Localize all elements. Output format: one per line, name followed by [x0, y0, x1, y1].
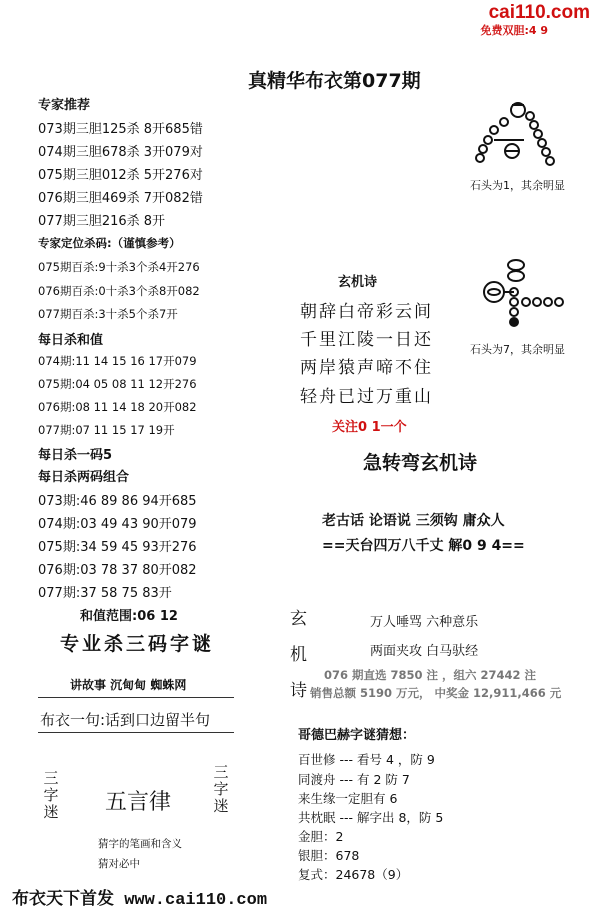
stone-figure-1: [468, 98, 578, 178]
sales-line: 076 期直选 7850 注 ，组六 27442 注: [324, 668, 537, 682]
xjs-char: 机: [290, 645, 307, 665]
hint-line: 猜对必中: [98, 858, 140, 870]
range-text: 和值范围:06 12: [80, 609, 178, 624]
sales-line: 销售总额 5190 万元， 中奖金 12,911,466 元: [310, 686, 562, 700]
divider: [38, 697, 234, 698]
hint-line: 猜字的笔画和含义: [98, 838, 182, 850]
position-line: 075期百杀:9十杀3个杀4开276: [38, 260, 200, 274]
sum-line: 075期:04 05 08 11 12开276: [38, 377, 197, 391]
sum-line: 074期:11 14 15 16 17开079: [38, 354, 197, 368]
buyi-line: 布衣一句:话到口边留半句: [40, 711, 211, 729]
sum-heading: 每日杀和值: [38, 333, 104, 348]
poem-line: 朝辞白帝彩云间: [300, 302, 433, 322]
site-logo[interactable]: cai110.com: [488, 2, 590, 23]
follow-label: 关注0 1一个: [332, 420, 407, 435]
expert-line: 075期三胆012杀 5开276对: [38, 168, 203, 183]
position-line: 077期百杀:3十杀5个杀7开: [38, 307, 178, 321]
poem-line: 轻舟已过万重山: [300, 387, 433, 407]
sum-line: 077期:07 11 15 17 19开: [38, 423, 175, 437]
goede-line: 来生缘一定胆有 6: [298, 791, 398, 806]
stone-caption-2: 石头为7，其余明显: [470, 343, 565, 356]
wuyan-title: 五言律: [105, 790, 172, 815]
expert-line: 074期三胆678杀 3开079对: [38, 145, 203, 160]
goede-line: 金胆：2: [298, 829, 344, 844]
free-double-label: 免费双胆:4 9: [480, 24, 548, 37]
expert-heading: 专家推荐: [38, 98, 91, 113]
position-line: 076期百杀:0十杀3个杀8开082: [38, 284, 200, 298]
goede-heading: 哥德巴赫字谜猜想：: [298, 728, 416, 743]
poem-heading: 玄机诗: [338, 275, 378, 290]
xjs-line: 两面夹攻 白马驮经: [370, 644, 479, 659]
pro-title: 专业杀三码字谜: [60, 633, 215, 655]
turn-title: 急转弯玄机诗: [363, 452, 478, 474]
page-title: 真精华布衣第077期: [248, 70, 421, 92]
goede-line: 共枕眠 --- 解字出 8，防 5: [298, 810, 444, 825]
expert-line: 076期三胆469杀 7开082错: [38, 191, 203, 206]
kill-two-line: 076期:03 78 37 80开082: [38, 563, 197, 578]
stone-caption-1: 石头为1，其余明显: [470, 179, 565, 192]
xjs-line: 万人唾骂 六种意乐: [370, 615, 479, 630]
xjs-char: 诗: [290, 681, 307, 701]
saying-line: 老古话 论语说 三须钩 庸众人: [322, 513, 505, 529]
kill-one: 每日杀一码5: [38, 448, 113, 463]
kill-two-line: 073期:46 89 86 94开685: [38, 494, 197, 509]
goede-line: 复式：24678（9）: [298, 867, 409, 882]
position-heading: 专家定位杀码:（谨慎参考）: [38, 236, 181, 250]
saying-line: ==天台四万八千丈 解0 9 4==: [322, 538, 525, 554]
riddle-left: 三字迷: [43, 769, 59, 821]
kill-two-line: 074期:03 49 43 90开079: [38, 517, 197, 532]
kill-two-line: 077期:37 58 75 83开: [38, 586, 172, 601]
expert-line: 073期三胆125杀 8开685错: [38, 122, 203, 137]
xjs-char: 玄: [290, 609, 307, 629]
sum-line: 076期:08 11 14 18 20开082: [38, 400, 197, 414]
goede-line: 银胆：678: [298, 848, 360, 863]
expert-line: 077期三胆216杀 8开: [38, 214, 166, 229]
poem-line: 千里江陵一日还: [300, 330, 433, 350]
kill-two-line: 075期:34 59 45 93开276: [38, 540, 197, 555]
riddle-right: 三字迷: [213, 763, 229, 815]
goede-line: 百世修 --- 看号 4 ，防 9: [298, 752, 435, 767]
stone-figure-2: [474, 256, 574, 336]
kill-two-heading: 每日杀两码组合: [38, 470, 130, 485]
divider: [38, 732, 234, 733]
poem-line: 两岸猿声啼不住: [300, 358, 433, 378]
footer-banner[interactable]: 布衣天下首发 www.cai110.com: [12, 891, 268, 910]
story-line: 讲故事 沉甸甸 蜘蛛网: [70, 678, 187, 692]
goede-line: 同渡舟 --- 有 2 防 7: [298, 772, 410, 787]
